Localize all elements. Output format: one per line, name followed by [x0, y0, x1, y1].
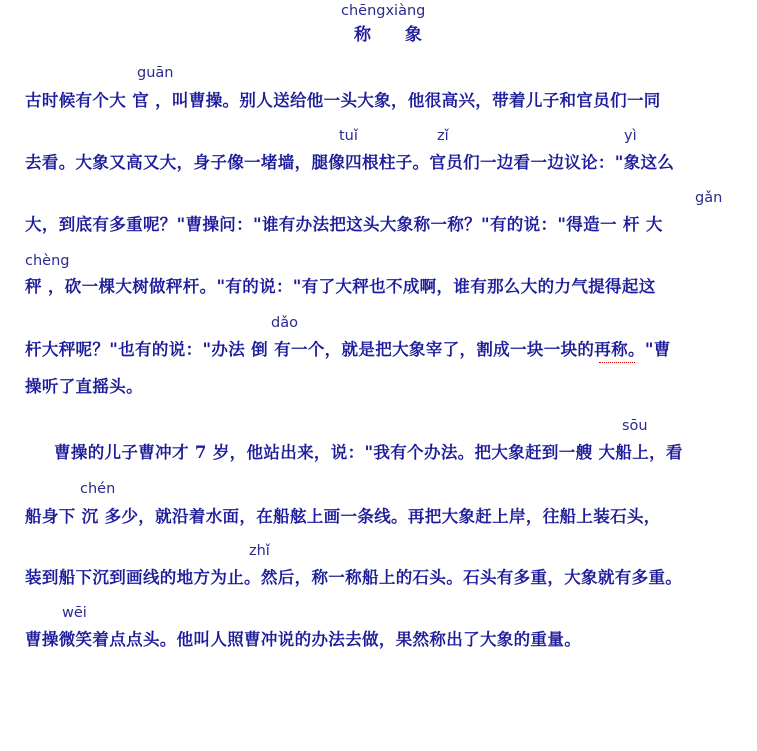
text-line-6: 操听了直摇头。 [25, 377, 143, 396]
text-line-7: 曹操的儿子曹冲才 7 岁，他站出来，说："我有个办法。把大象赶到一艘 大船上，看 [54, 443, 683, 462]
text-line-3: 大，到底有多重呢？"曹操问："谁有办法把这头大象称一称？"有的说："得造一 杆 大 [25, 215, 663, 234]
spellcheck-underline [599, 359, 635, 363]
pinyin-wei: wēi [62, 605, 87, 621]
pinyin-chen: chén [80, 481, 116, 497]
text-line-5: 杆大秤呢？"也有的说："办法 倒 有一个，就是把大象宰了，割成一块一块的再称。"曹 [25, 340, 671, 359]
pinyin-guan: guān [137, 65, 174, 81]
pinyin-zhi: zhǐ [249, 543, 270, 559]
text-line-4: 秤 ，砍一棵大树做秤杆。"有的说："有了大秤也不成啊，谁有那么大的力气提得起这 [25, 277, 656, 296]
pinyin-dao: dǎo [271, 315, 298, 331]
title-pinyin: chēngxiàng [341, 3, 426, 19]
pinyin-gan: gǎn [695, 190, 723, 206]
pinyin-tui: tuǐ [339, 128, 358, 144]
pinyin-yi: yì [624, 128, 637, 144]
text-line-8: 船身下 沉 多少，就沿着水面，在船舷上画一条线。再把大象赶上岸，往船上装石头， [25, 507, 661, 526]
page-title: 称 象 [354, 25, 436, 45]
text-line-9: 装到船下沉到画线的地方为止。然后，称一称船上的石头。石头有多重，大象就有多重。 [25, 568, 683, 587]
text-line-2: 去看。大象又高又大，身子像一堵墙，腿像四根柱子。官员们一边看一边议论："象这么 [25, 153, 675, 172]
pinyin-zi: zǐ [437, 128, 449, 144]
pinyin-cheng: chèng [25, 253, 70, 269]
text-line-10: 曹操微笑着点点头。他叫人照曹冲说的办法去做，果然称出了大象的重量。 [25, 630, 582, 649]
text-line-1: 古时候有个大 官 ，叫曹操。别人送给他一头大象，他很高兴，带着儿子和官员们一同 [25, 91, 661, 110]
pinyin-sou: sōu [622, 418, 648, 434]
